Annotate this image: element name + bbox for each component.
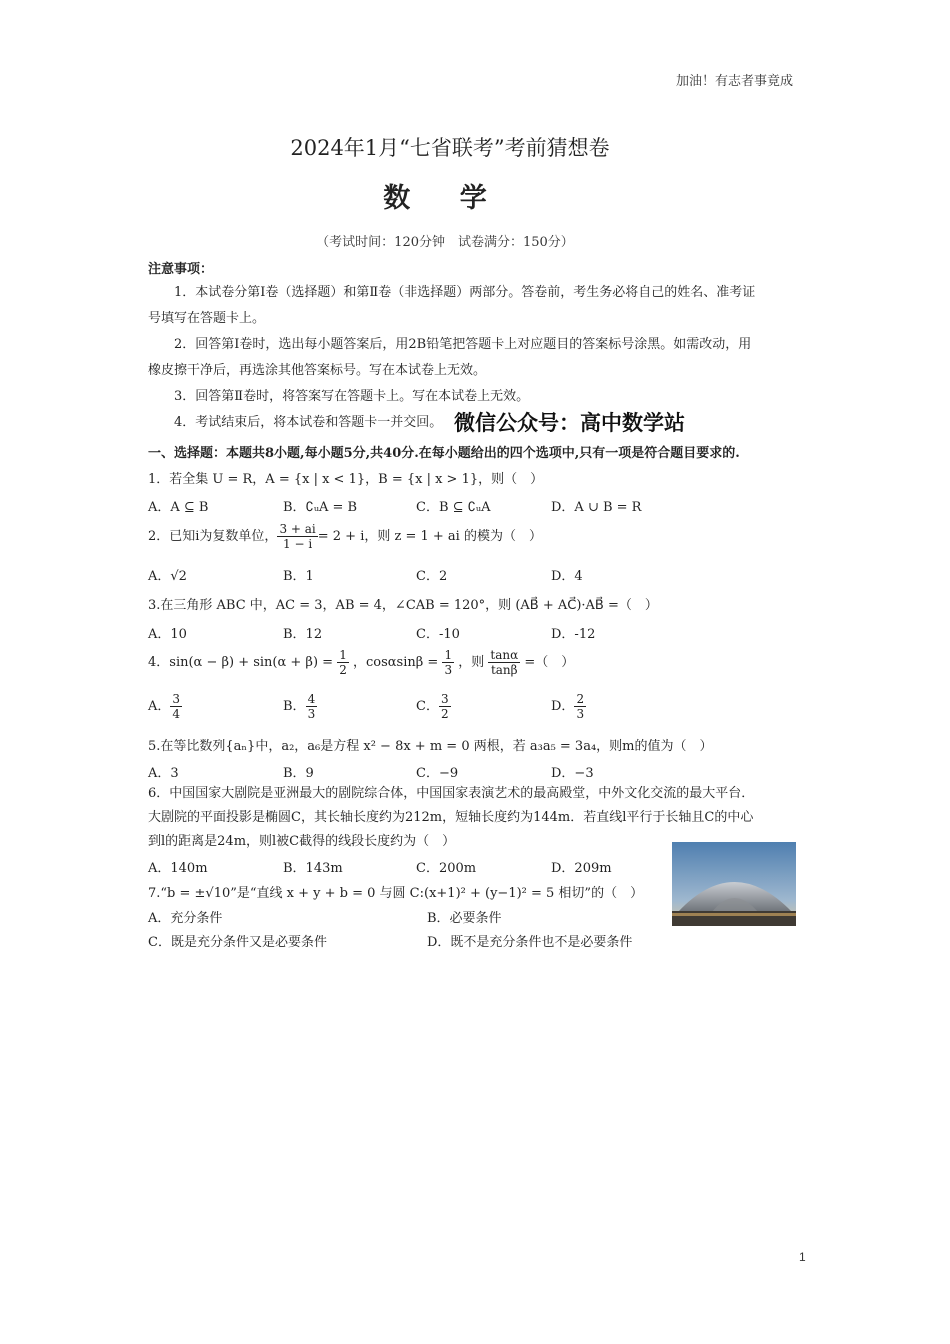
- question-3-stem: 3.在三角形 ABC 中，AC = 3，AB = 4，∠CAB = 120°，则 (AB⃗ + AC⃗)·AB⃗ =（ ）: [148, 598, 658, 613]
- subject-title: 数 学: [383, 183, 507, 214]
- q4-b-label: B．: [283, 699, 306, 714]
- q7-option-b: B．必要条件: [427, 911, 502, 926]
- q4-f2-den: 3: [444, 663, 453, 677]
- q4-c-num: 3: [440, 692, 449, 706]
- q5-option-c: C．−9: [416, 766, 459, 781]
- q2-fraction: [277, 522, 317, 551]
- q1-option-b: B．∁ᵤA = B: [283, 500, 358, 515]
- q4-f1-num: 1: [339, 648, 347, 662]
- q6-option-c: C．200m: [416, 861, 477, 876]
- note-2: 2．回答第Ⅰ卷时，选出每小题答案后，用2B铅笔把答题卡上对应题目的答案标号涂黑。如需改动，用橡皮擦干净后，再选涂其他答案标号。写在本试卷上无效。: [148, 337, 752, 378]
- notes-heading: 注意事项：: [148, 262, 214, 277]
- q4-c-frac: [439, 692, 451, 721]
- q4-option-c: [416, 692, 451, 721]
- q4-f1-den: 2: [339, 663, 347, 677]
- q2-option-a: A．√2: [148, 569, 187, 584]
- q2-fraction-num: 3 + ai: [279, 522, 316, 536]
- q4-option-b: [283, 692, 317, 721]
- q2-option-c: C．2: [416, 569, 448, 584]
- q3-option-a: A．10: [148, 627, 187, 642]
- page-number: 1: [799, 1250, 806, 1264]
- q5-option-b: B．9: [283, 766, 314, 781]
- q4-c-label: C．: [416, 699, 439, 714]
- header-motto: 加油！有志者事竟成: [676, 74, 794, 89]
- q5-option-a: A．3: [148, 766, 179, 781]
- q4-post: =（ ）: [524, 655, 575, 670]
- q4-d-den: 3: [576, 707, 585, 721]
- question-5-stem: 5.在等比数列{aₙ}中，a₂，a₆是方程 x² − 8x + m = 0 两根，若 a₃a₅ = 3a₄，则m的值为（ ）: [148, 739, 713, 754]
- q4-a-frac: [170, 692, 182, 721]
- q4-f3-num: tanα: [490, 648, 519, 662]
- q6-option-a: A．140m: [148, 861, 208, 876]
- q1-option-c: C．B ⊆ ∁ᵤA: [416, 500, 491, 515]
- q4-pre: 4．sin(α − β) + sin(α + β) =: [148, 655, 334, 670]
- q2-pre: 2．已知i为复数单位，: [148, 529, 278, 544]
- q4-f2-num: 1: [444, 648, 453, 662]
- q7-option-d: D．既不是充分条件也不是必要条件: [427, 935, 633, 950]
- q5-option-d: D．−3: [551, 766, 594, 781]
- q2-fraction-den: 1 − i: [283, 537, 313, 551]
- q4-fraction-3: [488, 648, 520, 677]
- q2-option-b: B．1: [283, 569, 314, 584]
- q3-option-c: C．-10: [416, 627, 460, 642]
- q4-fraction-2: [442, 648, 454, 677]
- q2-post: = 2 + i，则 z = 1 + ai 的模为（ ）: [317, 529, 542, 544]
- q2-option-d: D．4: [551, 569, 583, 584]
- q4-option-d: [551, 692, 586, 721]
- q4-option-a: [148, 692, 182, 721]
- note-3: 3．回答第Ⅱ卷时，将答案写在答题卡上。写在本试卷上无效。: [174, 389, 530, 404]
- q4-a-label: A．: [148, 699, 171, 714]
- q7-option-a: A．充分条件: [148, 911, 223, 926]
- q4-d-num: 2: [576, 692, 585, 706]
- section-heading: 一、选择题：本题共8小题,每小题5分,共40分.在每小题给出的四个选项中,只有一项是符合题目要求的.: [148, 446, 740, 461]
- watermark-text: 微信公众号：高中数学站: [454, 411, 685, 435]
- question-1-stem: 1．若全集 U = R，A = {x | x < 1}，B = {x | x > 1}，则（ ）: [148, 472, 544, 487]
- note-1: 1．本试卷分第Ⅰ卷（选择题）和第Ⅱ卷（非选择题）两部分。答卷前，考生务必将自己的姓名、准考证号填写在答题卡上。: [148, 285, 756, 326]
- q4-a-den: 4: [172, 707, 181, 721]
- q4-b-num: 4: [307, 692, 316, 706]
- q4-b-den: 3: [307, 707, 316, 721]
- q4-mid2: ，则: [458, 655, 485, 670]
- exam-info: （考试时间：120分钟 试卷满分：150分）: [316, 235, 574, 250]
- exam-title: 2024年1月“七省联考”考前猜想卷: [290, 136, 610, 160]
- q4-b-frac: [306, 692, 318, 721]
- note-4: 4．考试结束后，将本试卷和答题卡一并交回。: [174, 415, 443, 430]
- question-6-stem: 6．中国国家大剧院是亚洲最大的剧院综合体，中国国家表演艺术的最高殿堂，中外文化交流的最大平台．大剧院的平面投影是椭圆C，其长轴长度约为212m，短轴长度约为144m．若直线l平行于长轴且C的中心到l的距离是24m，则l被C截得的线段长度约为（ ）: [148, 786, 755, 849]
- national-theater-photo: [672, 842, 796, 926]
- question-2-stem: [148, 522, 542, 551]
- question-7-stem: 7.“b = ±√10”是“直线 x + y + b = 0 与圆 C:(x+1)² + (y−1)² = 5 相切”的（ ）: [148, 886, 644, 901]
- q4-f3-den: tanβ: [490, 663, 518, 677]
- question-4-stem: [148, 648, 574, 677]
- q3-option-b: B．12: [283, 627, 323, 642]
- q4-a-num: 3: [172, 692, 181, 706]
- q3-option-d: D．-12: [551, 627, 596, 642]
- q4-fraction-1: [337, 648, 349, 677]
- q6-option-d: D．209m: [551, 861, 612, 876]
- q4-mid: ，cosαsinβ =: [352, 655, 439, 670]
- q4-d-label: D．: [551, 699, 575, 714]
- q7-option-c: C．既是充分条件又是必要条件: [148, 935, 327, 950]
- q6-option-b: B．143m: [283, 861, 343, 876]
- q4-d-frac: [574, 692, 586, 721]
- q1-option-a: A．A ⊆ B: [148, 500, 209, 515]
- q4-c-den: 2: [440, 707, 449, 721]
- q1-option-d: D．A ∪ B = R: [551, 500, 642, 515]
